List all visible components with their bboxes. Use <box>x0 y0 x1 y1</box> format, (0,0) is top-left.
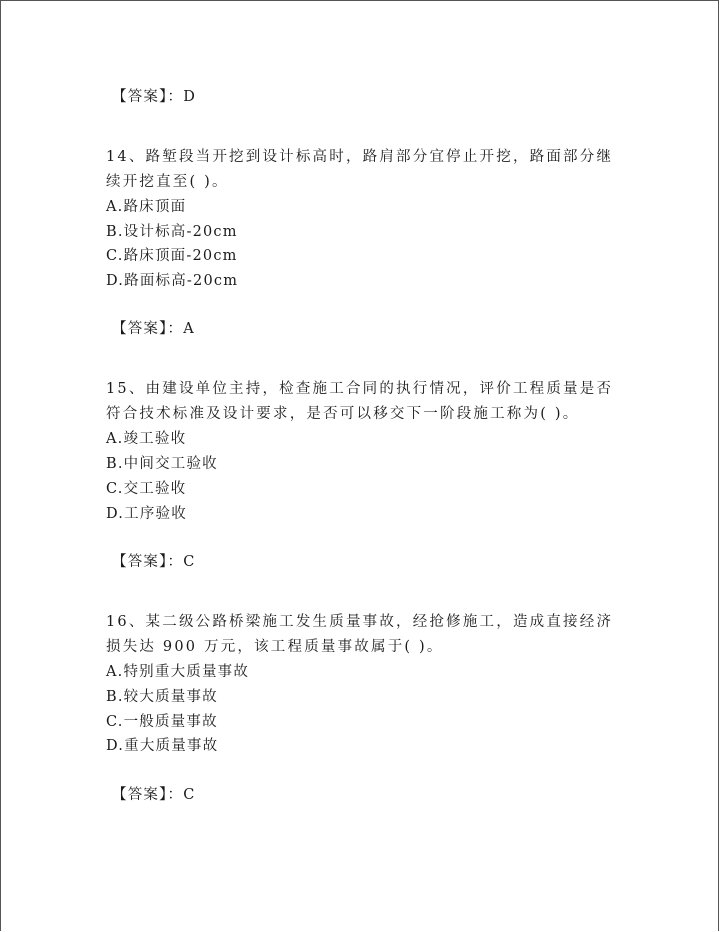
question-16-option-d: D.重大质量事故 <box>106 738 219 754</box>
question-14-option-b: B.设计标高-20cm <box>106 224 238 240</box>
question-14-option-c: C.路床顶面-20cm <box>106 248 238 264</box>
question-16-stem-line1: 16、某二级公路桥梁施工发生质量事故，经抢修施工，造成直接经济 <box>106 614 614 630</box>
question-14-option-d: D.路面标高-20cm <box>106 273 239 289</box>
question-16-stem-line2: 损失达 900 万元，该工程质量事故属于( )。 <box>106 639 444 655</box>
question-14-option-a: A.路床顶面 <box>106 199 187 215</box>
question-15-option-d: D.工序验收 <box>106 506 187 522</box>
question-16-option-a: A.特别重大质量事故 <box>106 664 250 680</box>
answer-15: 【答案】：C <box>112 554 196 570</box>
question-15-option-a: A.竣工验收 <box>106 431 187 447</box>
question-15-option-c: C.交工验收 <box>106 481 187 497</box>
question-15-stem-line1: 15、由建设单位主持，检查施工合同的执行情况，评价工程质量是否 <box>106 381 614 397</box>
question-16-option-c: C.一般质量事故 <box>106 714 218 730</box>
question-14-stem-line1: 14、路堑段当开挖到设计标高时，路肩部分宜停止开挖，路面部分继 <box>106 149 614 165</box>
question-15-option-b: B.中间交工验收 <box>106 456 218 472</box>
answer-14: 【答案】：A <box>112 321 195 337</box>
answer-prev: 【答案】：D <box>112 89 197 105</box>
question-14-stem-line2: 续开挖直至( )。 <box>106 174 229 190</box>
answer-16: 【答案】：C <box>112 787 196 803</box>
question-16-option-b: B.较大质量事故 <box>106 689 218 705</box>
question-15-stem-line2: 符合技术标准及设计要求，是否可以移交下一阶段施工称为( )。 <box>106 406 580 422</box>
